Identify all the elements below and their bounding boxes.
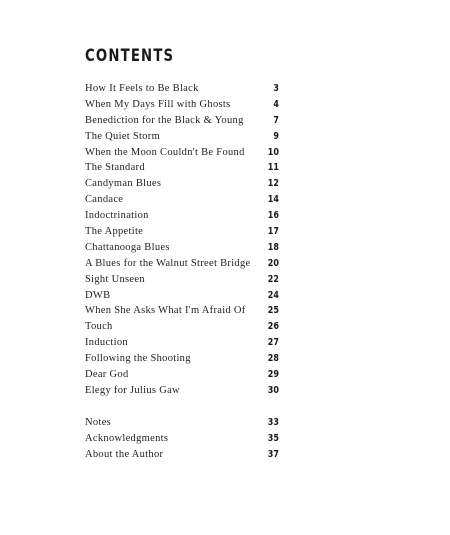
- toc-entry: [85, 383, 279, 399]
- contents-heading: CONTENTS: [85, 46, 175, 66]
- toc-entry: [85, 288, 279, 304]
- toc-entry-title: Sight Unseen: [85, 273, 145, 285]
- toc-entry-title: Benediction for the Black & Young: [85, 114, 244, 126]
- toc-back-entry-title: Acknowledgments: [85, 432, 169, 444]
- toc-entry: [85, 129, 279, 145]
- toc-entry-title: The Appetite: [85, 226, 144, 238]
- toc-entry-title: When She Asks What I'm Afraid Of: [85, 305, 246, 317]
- toc-entry-title: How It Feels to Be Black: [85, 83, 199, 94]
- toc-back-entry-title: Notes: [85, 417, 111, 428]
- toc-entry: [85, 113, 279, 129]
- toc-entry-title: The Standard: [85, 162, 145, 174]
- toc-back-entry-page: 33: [267, 417, 279, 428]
- toc-back-entry-page: 35: [267, 432, 279, 444]
- toc-entry: [85, 224, 279, 240]
- toc-entry-title: Indoctrination: [85, 210, 149, 222]
- toc-entry-title: Induction: [85, 337, 128, 349]
- toc-entry-page: 22: [267, 273, 279, 285]
- toc-entry-page: 17: [267, 226, 279, 238]
- toc-entry-title: DWB: [85, 289, 111, 301]
- toc-entry: [85, 208, 279, 224]
- toc-entry-page: 18: [267, 241, 279, 253]
- toc-entry: [85, 319, 279, 335]
- toc-entry: [85, 81, 279, 97]
- toc-back-entry: [85, 431, 279, 447]
- toc-entry-page: 28: [267, 353, 279, 365]
- toc-main-list: [85, 81, 279, 399]
- toc-entry-page: 26: [267, 321, 279, 333]
- toc-entry-page: 4: [273, 98, 279, 110]
- toc-entry-title: The Quiet Storm: [85, 130, 161, 142]
- toc-back-entry: [85, 415, 279, 431]
- toc-entry-title: When My Days Fill with Ghosts: [85, 98, 231, 110]
- toc-entry: [85, 335, 279, 351]
- toc-entry-page: 11: [267, 162, 279, 174]
- toc-entry-page: 27: [267, 337, 279, 349]
- toc-entry-page: 24: [267, 289, 279, 301]
- toc-entry-page: 3: [273, 83, 279, 94]
- toc-entry-page: 9: [273, 130, 279, 142]
- toc-entry-page: 10: [267, 146, 279, 158]
- toc-entry-title: Elegy for Julius Gaw: [85, 384, 180, 396]
- toc-back-entry-page: 37: [267, 448, 279, 460]
- toc-entry: [85, 240, 279, 256]
- toc-entry: [85, 256, 279, 272]
- toc-entry-page: 30: [267, 384, 279, 396]
- toc-entry-page: 16: [267, 210, 279, 222]
- toc-entry-title: Chattanooga Blues: [85, 241, 170, 253]
- toc-entry-page: 7: [273, 114, 279, 126]
- toc-entry-page: 20: [267, 257, 279, 269]
- toc-entry: [85, 192, 279, 208]
- toc-entry: [85, 303, 279, 319]
- toc-entry-title: Dear God: [85, 369, 129, 381]
- toc-entry: [85, 272, 279, 288]
- toc-entry-page: 29: [267, 369, 279, 381]
- toc-entry-title: Following the Shooting: [85, 353, 191, 365]
- toc-entry: [85, 367, 279, 383]
- toc-entry-page: 25: [267, 305, 279, 317]
- toc-entry: [85, 145, 279, 161]
- toc-entry-title: A Blues for the Walnut Street Bridge: [85, 257, 251, 269]
- toc-back-entry-title: About the Author: [85, 448, 164, 460]
- toc-entry: [85, 97, 279, 113]
- toc-entry-title: Candyman Blues: [85, 178, 162, 190]
- toc-entry-title: Candace: [85, 194, 124, 206]
- toc-entry-page: 14: [267, 194, 279, 206]
- toc-entry: [85, 351, 279, 367]
- toc-entry-title: When the Moon Couldn't Be Found: [85, 146, 245, 158]
- toc-entry: [85, 176, 279, 192]
- toc-back-entry: [85, 447, 279, 463]
- toc-entry-page: 12: [267, 178, 279, 190]
- toc-entry-title: Touch: [85, 321, 113, 333]
- toc-back-matter-list: [85, 415, 279, 463]
- toc-entry: [85, 160, 279, 176]
